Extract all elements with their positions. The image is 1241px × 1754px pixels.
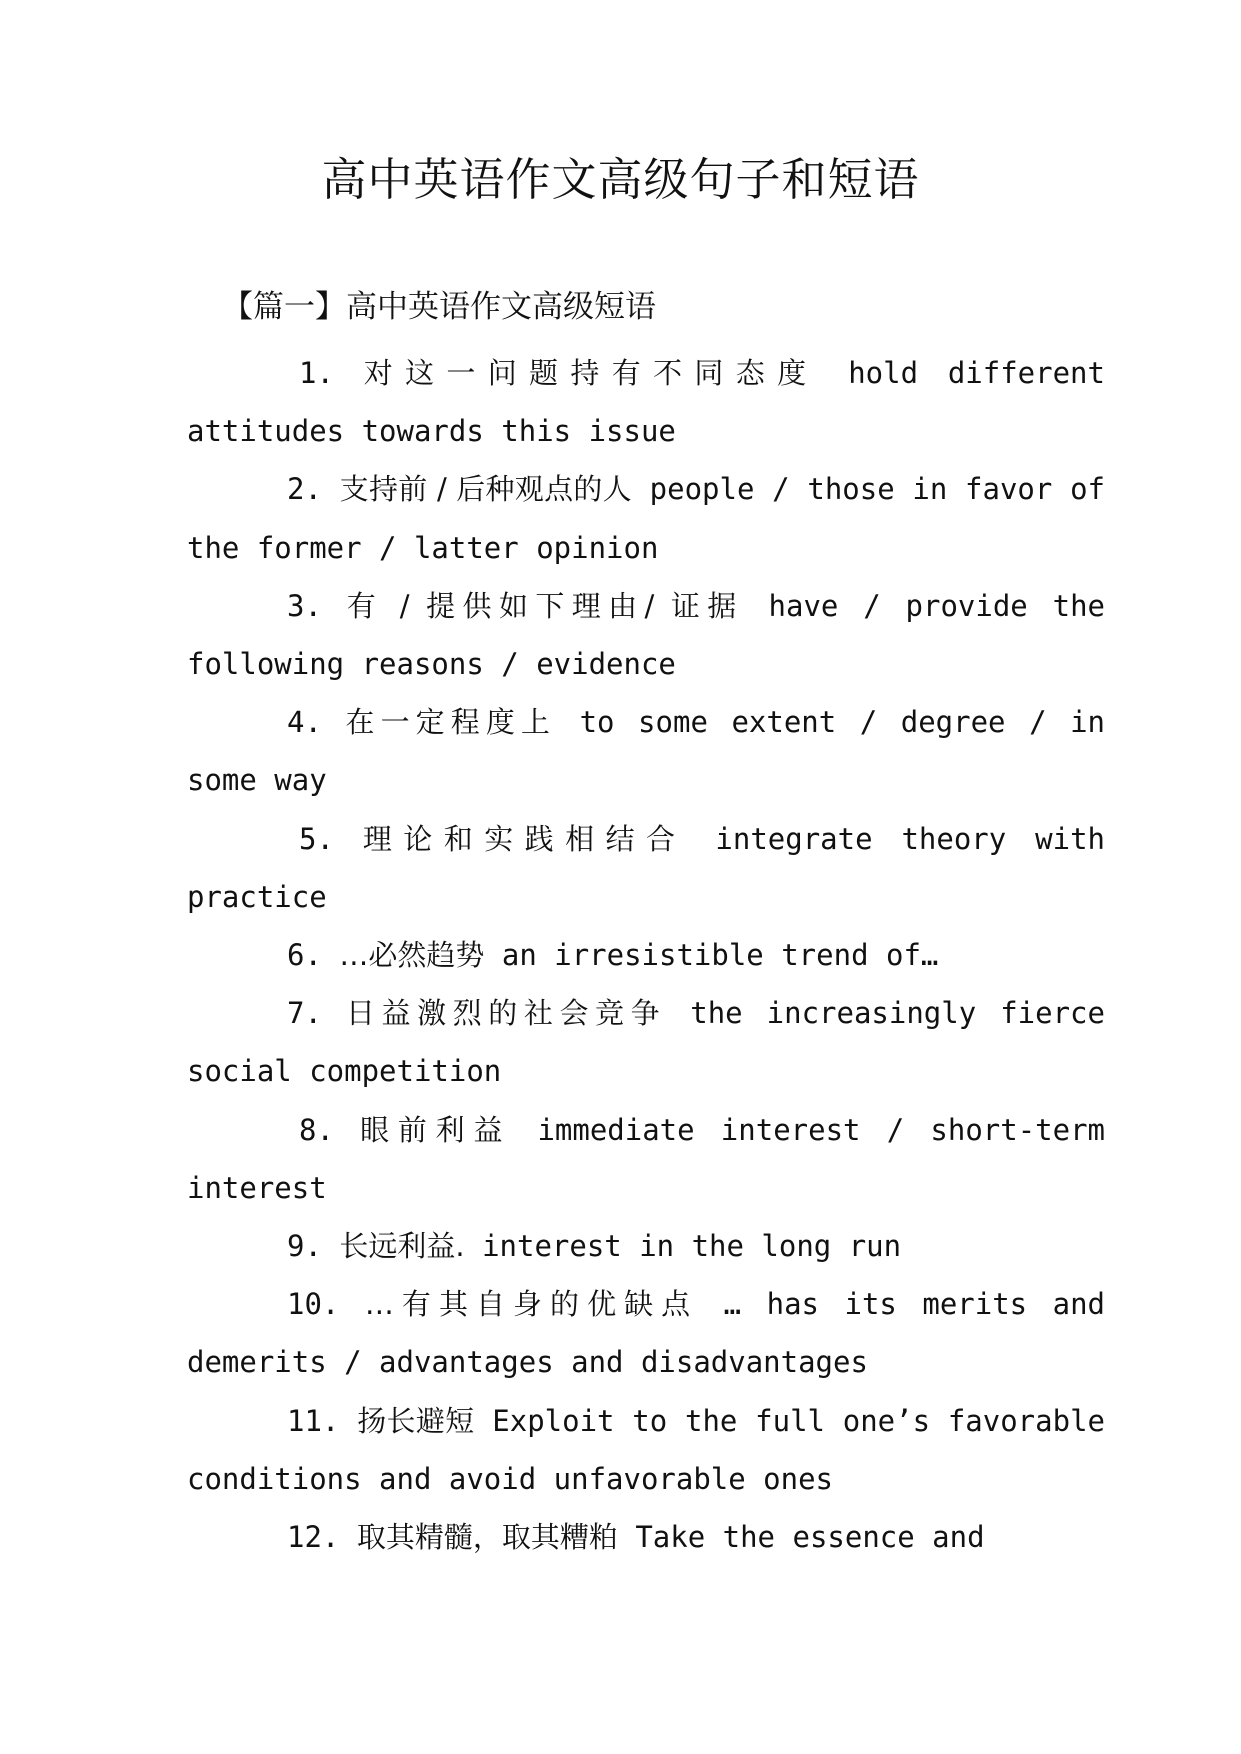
item-number: 3. <box>287 588 322 623</box>
item-number: 10. <box>287 1287 340 1322</box>
item-chinese: 有 / 提供如下理由/ 证据 <box>346 588 744 623</box>
phrase-list <box>187 344 1105 1566</box>
item-number: 8. <box>299 1112 334 1147</box>
item-english: to some extent / degree / in some way <box>187 705 1105 798</box>
item-number: 5. <box>299 821 334 856</box>
item-chinese: …有其自身的优缺点 <box>364 1287 699 1322</box>
item-chinese: 在一定程度上 <box>345 705 557 740</box>
item-english: the increasingly fierce social competition <box>187 996 1105 1089</box>
list-item <box>187 1392 1105 1508</box>
list-item <box>187 693 1105 809</box>
item-english: immediate interest / short-term interest <box>187 1112 1105 1205</box>
item-chinese: 取其精髓，取其糟粕 <box>356 1520 618 1555</box>
list-item <box>187 344 1105 460</box>
item-number: 7. <box>287 996 322 1031</box>
item-number: 12. <box>287 1520 340 1555</box>
list-item <box>187 810 1105 926</box>
list-item <box>187 460 1105 576</box>
item-chinese: 理论和实践相结合 <box>362 821 687 856</box>
item-english: have / provide the following reasons / evidence <box>187 588 1105 682</box>
item-number: 11. <box>287 1403 340 1438</box>
item-english: an irresistible trend of… <box>501 938 939 973</box>
item-chinese: 日益激烈的社会竞争 <box>345 996 667 1031</box>
item-number: 1. <box>299 356 334 390</box>
item-english: interest in the long run <box>482 1229 902 1264</box>
item-chinese: 眼前利益 <box>360 1112 512 1147</box>
item-chinese: 支持前 / 后种观点的人 <box>339 472 632 507</box>
item-number: 2. <box>287 472 322 507</box>
item-chinese: 扬长避短 <box>357 1403 475 1438</box>
list-item <box>187 1217 1105 1275</box>
item-english: Take the essence and <box>635 1520 985 1555</box>
item-number: 9. <box>287 1229 322 1264</box>
list-item <box>187 577 1105 693</box>
list-item <box>187 926 1105 984</box>
item-number: 6. <box>287 938 322 973</box>
list-item <box>187 1101 1105 1217</box>
list-item <box>187 1508 1105 1566</box>
item-chinese: 长远利益. <box>339 1229 465 1264</box>
item-english: integrate theory with practice <box>187 821 1105 914</box>
list-item <box>187 1275 1105 1391</box>
document-title: 高中英语作文高级句子和短语 <box>321 153 920 206</box>
section-heading: 【篇一】高中英语作文高级短语 <box>222 289 656 325</box>
item-chinese: …必然趋势 <box>339 938 485 973</box>
item-english: hold different attitudes towards this issue <box>187 356 1105 449</box>
item-english: … has its merits and demerits / advantages and disadvantages <box>187 1287 1105 1380</box>
item-chinese: 对这一问题持有不同态度 <box>363 356 819 390</box>
item-english: Exploit to the full one’s favorable conditions and avoid unfavorable ones <box>187 1403 1105 1496</box>
list-item <box>187 984 1105 1100</box>
item-number: 4. <box>287 705 322 740</box>
item-english: people / those in favor of the former / latter opinion <box>187 472 1105 565</box>
